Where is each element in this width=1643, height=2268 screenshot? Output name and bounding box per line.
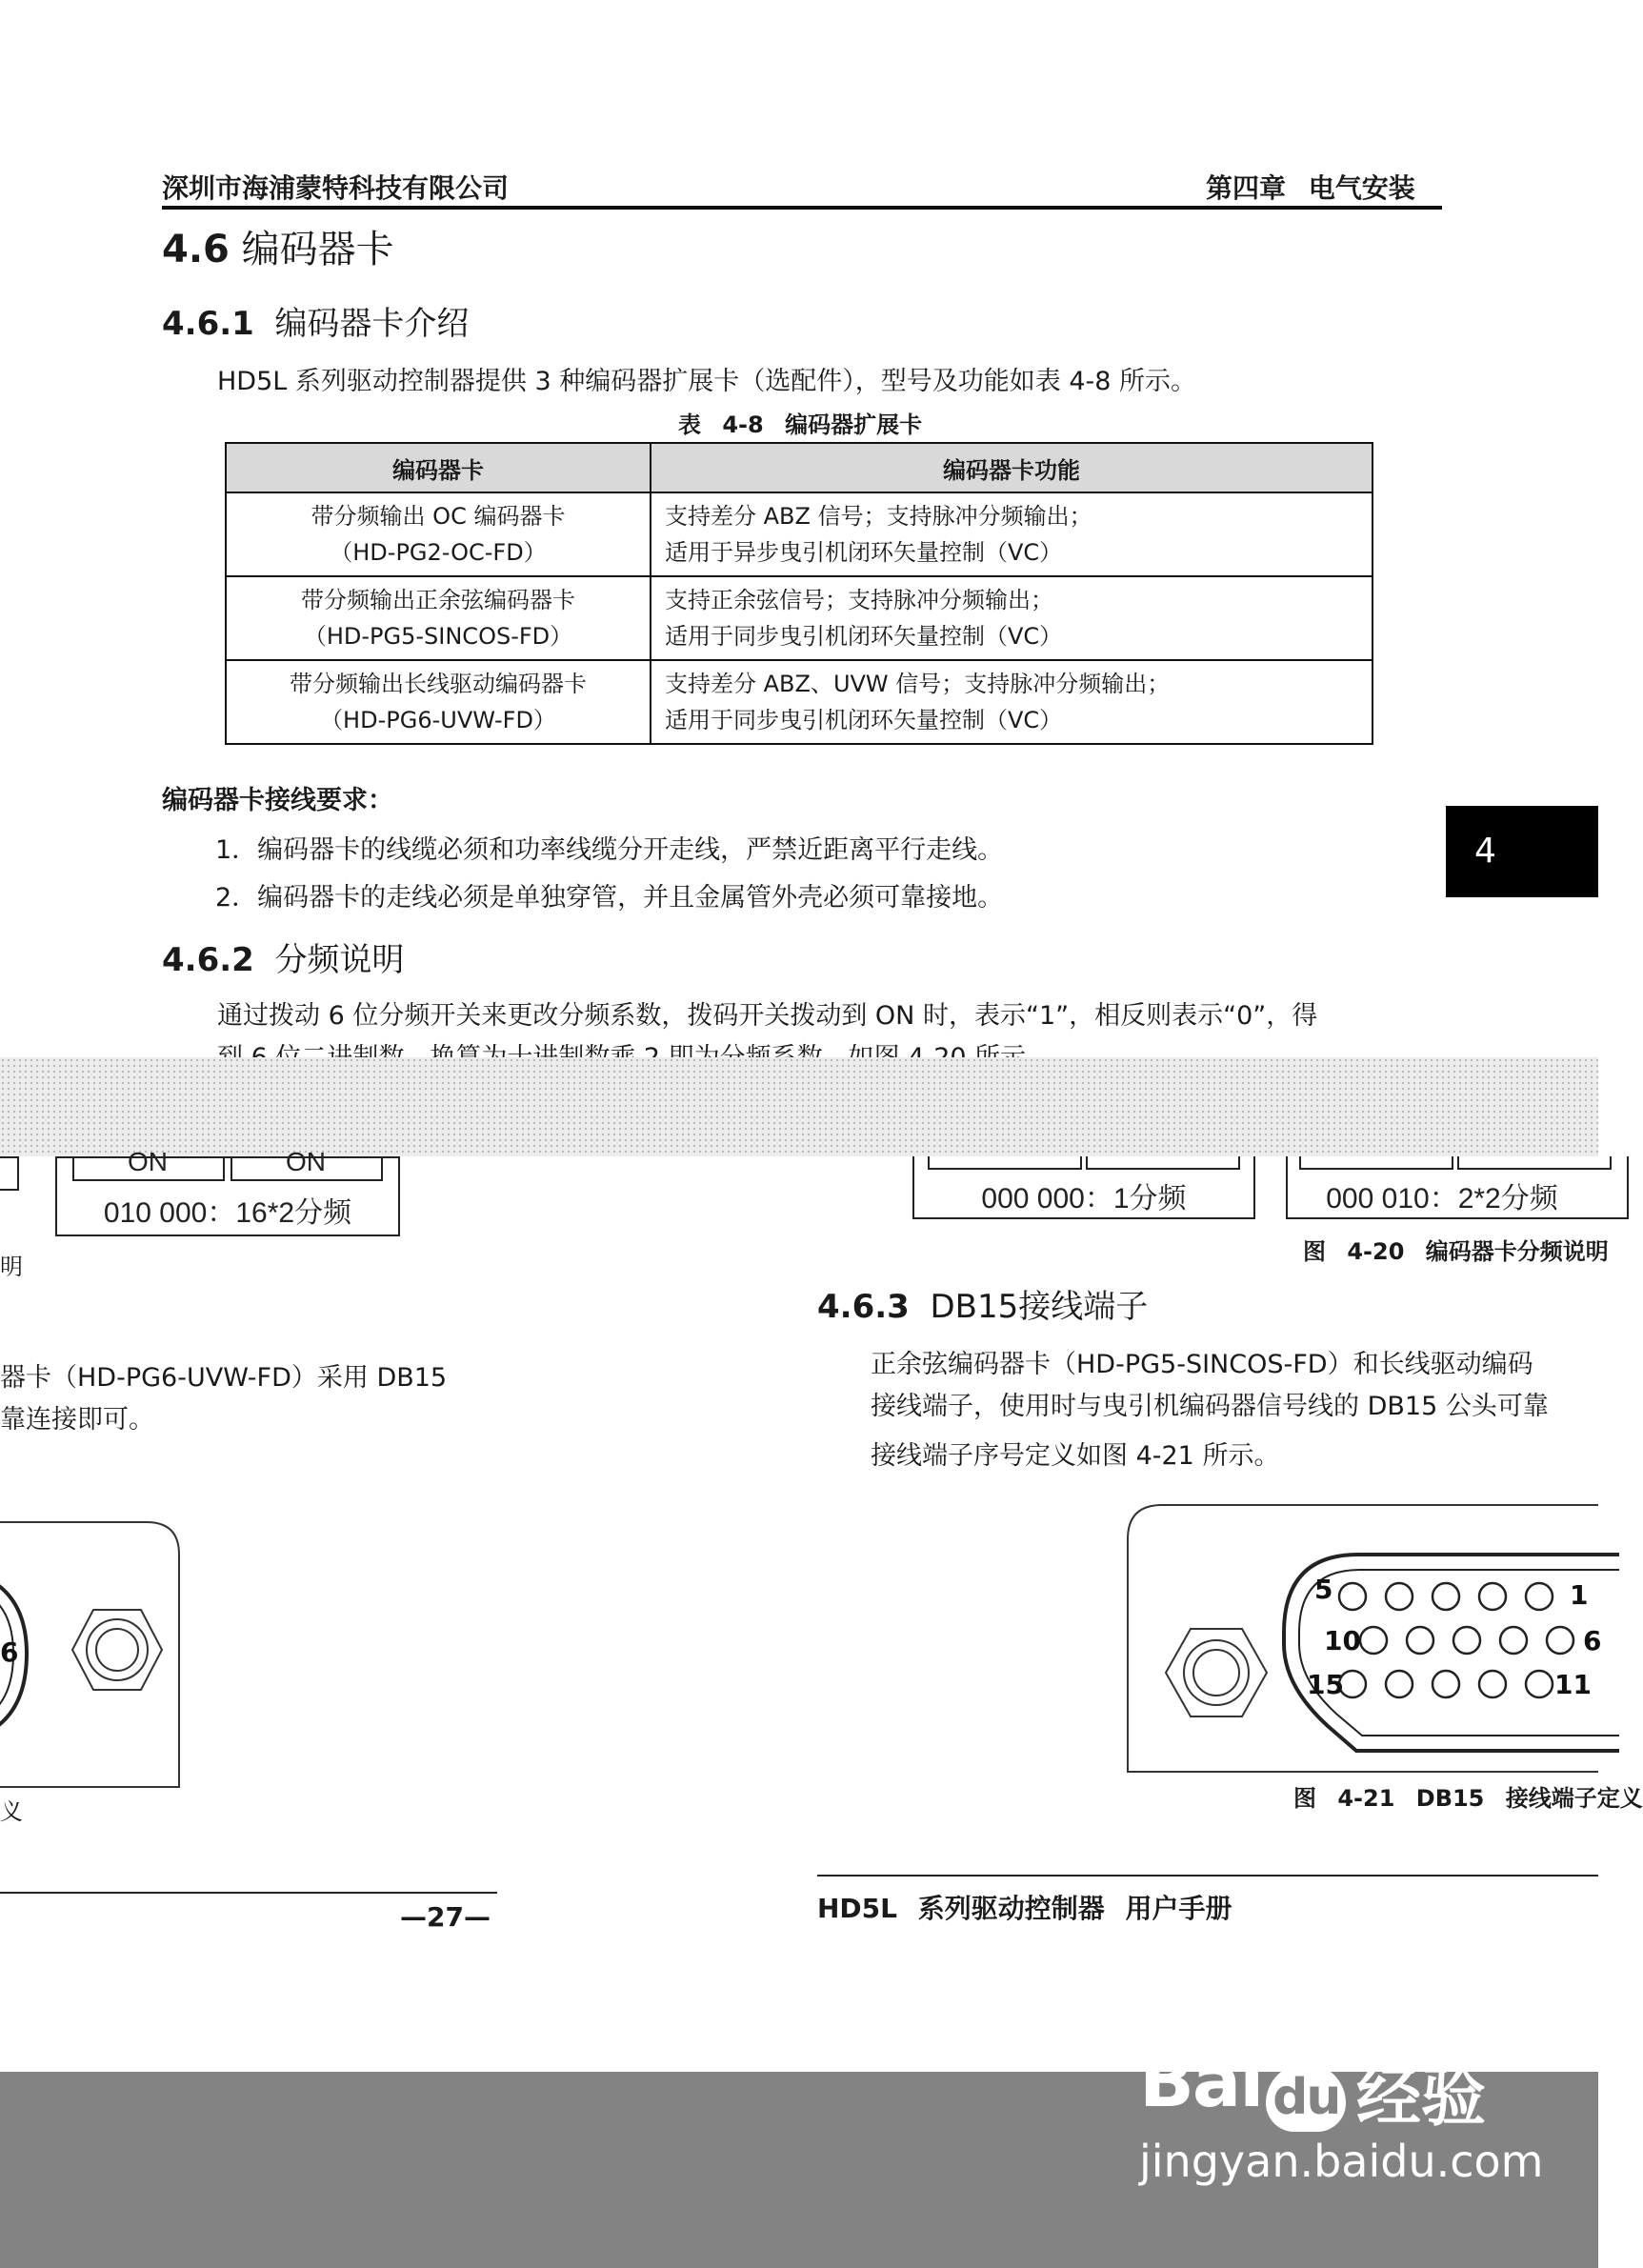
right-text-line: 正余弦编码器卡（HD-PG5-SINCOS-FD）和长线驱动编码 [871,1350,1533,1379]
watermark-brand [1139,2038,1346,2132]
switch-example-label: 000 010：2*2分频 [1326,1183,1558,1214]
table-header-cell: 编码器卡 [226,443,651,492]
card-model: （HD-PG2-OC-FD） [330,539,547,566]
db15-connector-left [0,1518,190,1795]
watermark-brand-text: Bai [1139,2038,1263,2123]
card-function: 适用于异步曳引机闭环矢量控制（VC） [665,539,1063,566]
footer-manual-title: HD5L 系列驱动控制器 用户手册 [817,1893,1232,1924]
dip-switch-slot [928,1156,1082,1170]
card-model: （HD-PG5-SINCOS-FD） [303,623,573,650]
subsection-number: 4.6.2 [162,941,254,979]
pin-number: 15 [1307,1669,1344,1700]
table-caption: 表 4-8 编码器扩展卡 [678,411,923,438]
figure-4-20-caption: 图 4-20 编码器卡分频说明 [1303,1238,1609,1265]
pin-number-fragment: 6 [0,1636,19,1668]
section-title: 编码器卡 [241,228,394,271]
table-cell [651,576,1373,660]
right-text-line: 接线端子序号定义如图 4-21 所示。 [871,1441,1280,1471]
left-footer-rule [0,1892,497,1894]
table-cell [651,492,1373,576]
encoder-table [225,442,1373,745]
card-function: 适用于同步曳引机闭环矢量控制（VC） [665,623,1063,650]
card-name: 带分频输出 OC 编码器卡 [311,503,566,530]
dip-switch-box [0,1156,19,1191]
subsection-heading-3 [817,1280,1148,1327]
header-chapter: 第四章 电气安装 [1206,172,1415,204]
card-function: 支持差分 ABZ、UVW 信号；支持脉冲分频输出； [665,671,1171,697]
page-number: —27— [400,1901,491,1933]
pin-number: 1 [1570,1579,1589,1611]
left-text-line: 器卡（HD-PG6-UVW-FD）采用 DB15 [0,1363,448,1393]
wiring-item: 2．编码器卡的走线必须是单独穿管，并且金属管外壳必须可靠接地。 [215,883,1004,913]
table-cell [226,660,651,744]
section-number: 4.6 [162,228,230,271]
subsection-title: 编码器卡介绍 [274,305,470,343]
subsection-number: 4.6.3 [817,1288,910,1326]
switch-on-label: ON [128,1147,168,1176]
division-text-line: 通过拨动 6 位分频开关来更改分频系数，拨码开关拨动到 ON 时，表示“1”，相反则表示“0”，得 [217,1001,1318,1031]
switch-example-label: 010 000：16*2分频 [103,1197,352,1229]
pin-number: 5 [1314,1574,1333,1605]
subsection-title: DB15接线端子 [930,1288,1149,1326]
right-footer-rule [817,1875,1598,1877]
card-name: 带分频输出长线驱动编码器卡 [290,671,587,697]
subsection-title: 分频说明 [274,941,405,979]
table-row [226,576,1373,660]
table-header-row [226,443,1373,492]
table-cell [651,660,1373,744]
dotted-tear-band [0,1057,1598,1156]
card-model: （HD-PG6-UVW-FD） [320,707,556,733]
right-text-line: 接线端子，使用时与曳引机编码器信号线的 DB15 公头可靠 [871,1392,1549,1421]
subsection-heading-1 [162,297,469,344]
switch-on-label: ON [286,1147,326,1176]
watermark-cn: 经验 [1356,2060,1487,2136]
table-cell [226,492,651,576]
pin-number: 10 [1324,1625,1361,1656]
wiring-title: 编码器卡接线要求： [162,786,393,815]
section-heading [162,219,394,273]
left-figure-caption-fragment: 义 [0,1798,23,1825]
switch-example-label: 000 000：1分频 [981,1183,1187,1214]
subsection-number: 4.6.1 [162,305,254,343]
table-row [226,492,1373,576]
header-company: 深圳市海浦蒙特科技有限公司 [162,172,510,204]
watermark-url: jingyan.baidu.com [1139,2136,1544,2187]
left-caption-fragment: 明 [0,1254,23,1280]
subsection-heading-2 [162,933,404,980]
card-function: 支持差分 ABZ 信号；支持脉冲分频输出； [665,503,1092,530]
header-rule [162,206,1442,210]
dip-switch-slot [1457,1156,1612,1170]
chapter-side-tab: 4 [1446,806,1598,897]
dip-switch-slot [1086,1156,1240,1170]
table-header-cell: 编码器卡功能 [651,443,1373,492]
card-function: 适用于同步曳引机闭环矢量控制（VC） [665,707,1063,733]
dip-switch-slot [1299,1156,1453,1170]
pin-number: 6 [1583,1625,1602,1656]
db15-connector-right [1124,1501,1602,1777]
pin-number: 11 [1554,1669,1592,1700]
paw-icon: du [1266,2063,1346,2132]
wiring-item: 1．编码器卡的线缆必须和功率线缆分开走线，严禁近距离平行走线。 [215,835,1004,865]
table-cell [226,576,651,660]
card-name: 带分频输出正余弦编码器卡 [301,587,575,613]
figure-4-21-caption: 图 4-21 DB15 接线端子定义 [1293,1785,1643,1812]
table-row [226,660,1373,744]
card-function: 支持正余弦信号；支持脉冲分频输出； [665,587,1053,613]
intro-paragraph: HD5L 系列驱动控制器提供 3 种编码器扩展卡（选配件），型号及功能如表 4-8 所示。 [217,367,1197,396]
left-text-line: 靠连接即可。 [0,1405,154,1435]
